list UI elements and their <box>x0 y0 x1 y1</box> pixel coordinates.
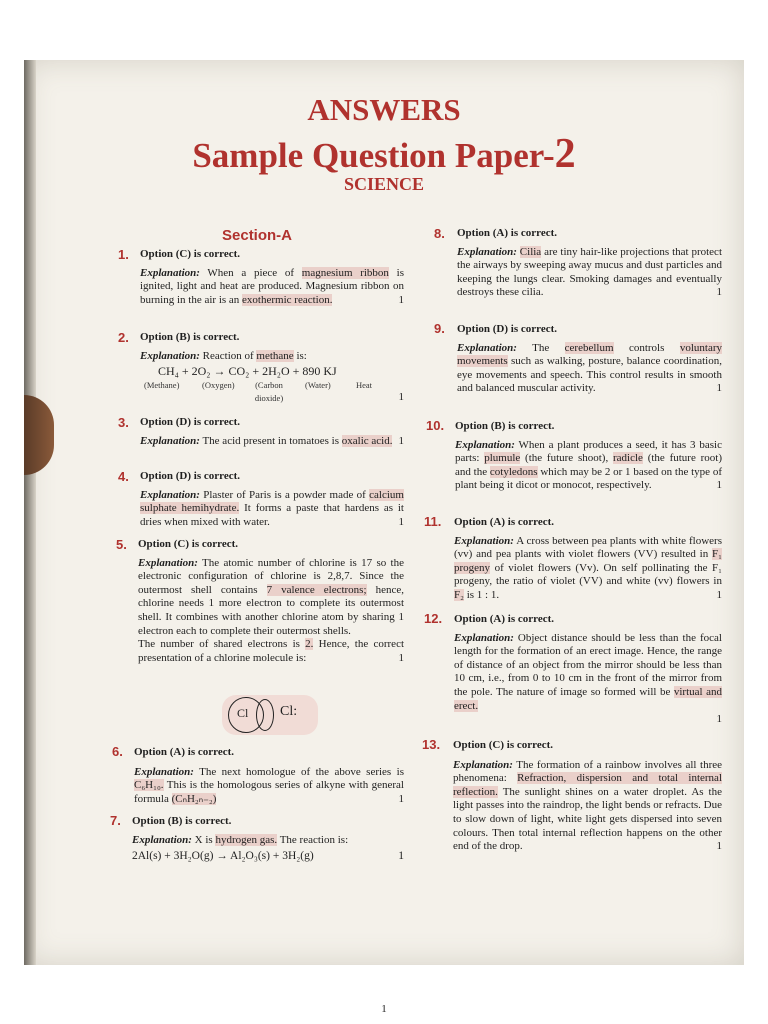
q11-text: A cross between pea plants with white flowers (vv) and pea plants with violet flowers (VV) resulted in <box>454 534 722 561</box>
q3-number: 3. <box>118 415 129 430</box>
q8-exp-label: Explanation: <box>457 245 517 258</box>
q8-highlight: Cilia <box>519 245 542 258</box>
q2-number: 2. <box>118 330 129 345</box>
q5-p2-highlight: 2. <box>305 638 314 651</box>
answer-4 <box>140 470 404 529</box>
q13-text2: The sunlight shines on a water droplet. As the light passes into the raindrop, the light bends or refracts. Due to slow down of light, white light gets dispersed into seven colours. Then total internal reflection happens on the other end of the drop. <box>453 785 722 853</box>
q6-text: The next homologue of the above series is <box>193 765 404 778</box>
q9-mark: 1 <box>716 382 722 395</box>
q7-option: Option (B) is correct. <box>132 815 232 827</box>
q12-text: Object distance should be less than the focal length for the formation of an erect image. Hence, the range of distance of an object from the mirror should be less than 10 cm, i.e., from 0 to 10 cm in the front of the mirror from the pole. The nature of image so formed will be <box>454 631 722 698</box>
q1-mark: 1 <box>398 293 404 306</box>
q10-text4: which may be 2 or 1 based on the type of plant being it dicot or monocot, respectively. <box>455 465 722 492</box>
q13-mark: 1 <box>716 840 722 853</box>
q5-number: 5. <box>116 537 127 552</box>
q1-text: When a piece of <box>199 266 302 279</box>
q10-mark: 1 <box>716 479 722 492</box>
answer-12 <box>454 613 722 727</box>
q2-text: Reaction of <box>199 349 257 362</box>
q3-exp-label: Explanation: <box>140 434 200 447</box>
page-subtitle <box>0 130 768 178</box>
q12-mark: 1 <box>716 713 722 726</box>
q6-option: Option (A) is correct. <box>134 746 234 758</box>
q12-explanation <box>454 632 722 714</box>
q1-option: Option (C) is correct. <box>140 248 240 260</box>
q3-text: The acid present in tomatoes is <box>199 434 342 447</box>
answer-8 <box>457 227 722 300</box>
q4-explanation <box>140 489 404 530</box>
answer-1 <box>140 248 404 307</box>
q2-explanation <box>140 350 404 364</box>
q11-mark: 1 <box>716 588 722 601</box>
q4-number: 4. <box>118 469 129 484</box>
q11-exp-label: Explanation: <box>454 534 514 547</box>
q2-equation: CH₄ + 2O₂ → CO₂ + 2H₂O + 890 KJ <box>158 364 337 379</box>
q4-exp-label: Explanation: <box>140 488 200 501</box>
q10-exp-label: Explanation: <box>455 438 515 451</box>
q8-explanation <box>457 246 722 300</box>
eq-label-oxygen: (Oxygen) <box>202 379 235 390</box>
q12-exp-label: Explanation: <box>454 631 514 644</box>
q7-equation-row <box>132 850 404 864</box>
q13-option: Option (C) is correct. <box>453 739 553 751</box>
q6-explanation <box>134 766 404 807</box>
q1-highlight2: exothermic reaction. <box>242 293 333 306</box>
q9-highlight: cerebellum <box>564 341 614 354</box>
q2-exp-label: Explanation: <box>140 349 200 362</box>
q9-option: Option (D) is correct. <box>457 323 557 335</box>
q5-exp-label: Explanation: <box>138 556 198 569</box>
q8-number: 8. <box>434 226 445 241</box>
q2-option: Option (B) is correct. <box>140 331 240 343</box>
q3-option: Option (D) is correct. <box>140 416 240 428</box>
answer-5 <box>138 538 404 665</box>
q13-number: 13. <box>422 737 441 752</box>
q5-p2-text: The number of shared electrons is <box>138 638 306 651</box>
q6-highlight2: (CₙH₂ₙ₋₂) <box>171 792 217 805</box>
q1-highlight: magnesium ribbon <box>301 266 389 279</box>
q10-text2: (the future shoot), <box>520 452 613 465</box>
q1-number: 1. <box>118 247 129 262</box>
q1-text2: is ignited, light and heat are produced. Magnesium ribbon on burning in the air is an <box>140 266 404 306</box>
q5-paragraph-2 <box>138 638 404 665</box>
q4-highlight: calcium sulphate hemihydrate. <box>140 488 404 515</box>
q4-text: Plaster of Paris is a powder made of <box>199 488 370 501</box>
q6-highlight: C₆H₁₀. <box>134 779 164 792</box>
q13-text: The formation of a rainbow involves all three phenomena: <box>453 758 722 785</box>
q4-text2: It forms a paste that hardens as it dries when mixed with water. <box>140 502 404 528</box>
q8-text2: are tiny hair-like projections that protect the airways by sweeping away mucus and dust particles and keeping the lungs clear. Smoking damages and eventually destroys these cilia. <box>457 245 722 299</box>
answer-11 <box>454 516 722 603</box>
q10-highlight: plumule <box>484 452 521 465</box>
answer-2 <box>140 331 404 405</box>
q7-text: X is <box>191 833 216 846</box>
subtitle-text: Sample Question Paper- <box>192 136 555 175</box>
q10-text: When a plant produces a seed, it has 3 basic parts: <box>455 438 722 465</box>
q11-option: Option (A) is correct. <box>454 516 554 528</box>
shared-electron-ellipse <box>256 699 274 731</box>
q11-highlight2: F₂ <box>454 588 464 601</box>
q11-text2: of violet flowers (Vv). On self pollinating the F₁ progeny, the ratio of violet (VV) and white (vv) flowers in <box>454 561 722 588</box>
section-heading: Section-A <box>222 227 293 244</box>
q13-explanation <box>453 759 722 854</box>
q10-explanation <box>455 439 722 493</box>
q1-exp-label: Explanation: <box>140 266 200 279</box>
q10-number: 10. <box>426 418 445 433</box>
q5-text: The atomic number of chlorine is 17 so the electronic configuration of chlorine is 2,8,7. Since the outermost shell contains <box>138 556 404 596</box>
q5-option: Option (C) is correct. <box>138 538 238 550</box>
q5-explanation <box>138 557 404 639</box>
q2-equation-labels <box>140 379 404 405</box>
page-title: ANSWERS <box>307 92 461 127</box>
q12-option: Option (A) is correct. <box>454 613 554 625</box>
q7-text2: The reaction is: <box>277 833 349 846</box>
eq-label-carbon-dioxide: (Carbon dioxide) <box>254 379 284 404</box>
q13-highlight: Refraction, dispersion and total internal reflection. <box>453 772 722 798</box>
q9-number: 9. <box>434 321 445 336</box>
q9-text3: such as walking, posture, balance coordination, eye movements and speech. This control results in smooth and balanced muscular activity. <box>457 355 722 395</box>
q5-text2: hence, chlorine needs 1 more electron to complete its outermost shell. It combines with another chlorine atom by sharing 1 electron each to complete their outermost shells. <box>138 583 404 637</box>
q9-text: The <box>516 341 565 354</box>
answer-6 <box>134 746 404 806</box>
subtitle-number: 2 <box>554 131 576 177</box>
subject-heading: SCIENCE <box>343 174 425 194</box>
q2-text2: is: <box>293 349 307 362</box>
eq-label-methane: (Methane) <box>144 379 180 390</box>
q4-mark: 1 <box>398 515 404 528</box>
answer-13 <box>453 739 722 854</box>
chlorine-molecule-diagram <box>222 695 318 735</box>
q9-text2: controls <box>613 341 680 354</box>
q2-highlight: methane <box>256 349 294 362</box>
q7-equation: 2Al(s) + 3H₂O(g) → Al₂O₃(s) + 3H₂(g) <box>132 850 314 863</box>
answer-3 <box>140 416 404 448</box>
q9-exp-label: Explanation: <box>457 341 517 354</box>
q11-text3: is 1 : 1. <box>463 588 500 601</box>
q5-mark: 1 <box>398 651 404 664</box>
q10-highlight2: radicle <box>612 452 643 465</box>
q11-explanation <box>454 535 722 603</box>
q12-highlight: virtual and erect. <box>454 685 722 712</box>
q7-explanation <box>132 834 404 848</box>
q1-explanation <box>140 267 404 308</box>
eq-label-heat: Heat <box>356 379 373 390</box>
q8-mark: 1 <box>716 286 722 299</box>
q6-text2: This is the homologous series of alkyne with general formula <box>134 779 404 805</box>
chlorine-left-label: Cl <box>237 706 249 720</box>
q12-number: 12. <box>424 611 443 626</box>
q8-option: Option (A) is correct. <box>457 227 557 239</box>
book-spine-shadow <box>24 60 36 965</box>
q11-highlight: F₁ progeny <box>454 548 722 574</box>
q9-explanation <box>457 342 722 396</box>
q5-p2-text2: Hence, the correct presentation of a chlorine molecule is: <box>138 638 405 664</box>
q7-exp-label: Explanation: <box>132 833 192 846</box>
page-number: 1 <box>381 1003 387 1015</box>
q13-exp-label: Explanation: <box>453 758 513 771</box>
eq-label-water: (Water) <box>305 379 331 390</box>
q7-mark: 1 <box>398 850 404 863</box>
q7-highlight: hydrogen gas. <box>215 833 278 846</box>
q2-mark: 1 <box>398 390 404 403</box>
q10-text3: (the future root) and the <box>455 452 722 478</box>
q6-mark: 1 <box>398 792 404 805</box>
q3-highlight: oxalic acid. <box>341 434 393 447</box>
q6-number: 6. <box>112 744 123 759</box>
q9-highlight2: voluntary movements <box>457 341 722 368</box>
q3-explanation <box>140 435 404 449</box>
answer-9 <box>457 323 722 396</box>
chlorine-right-label: Cl: <box>280 704 298 719</box>
answer-7 <box>132 815 404 864</box>
q7-number: 7. <box>110 813 121 828</box>
answer-10 <box>455 420 722 493</box>
q4-option: Option (D) is correct. <box>140 470 240 482</box>
q10-option: Option (B) is correct. <box>455 420 555 432</box>
q10-highlight3: cotyledons <box>489 465 538 478</box>
q5-highlight: 7 valence electrons; <box>266 583 367 596</box>
q11-number: 11. <box>424 514 442 529</box>
q6-exp-label: Explanation: <box>134 765 194 778</box>
q3-mark: 1 <box>398 434 404 447</box>
